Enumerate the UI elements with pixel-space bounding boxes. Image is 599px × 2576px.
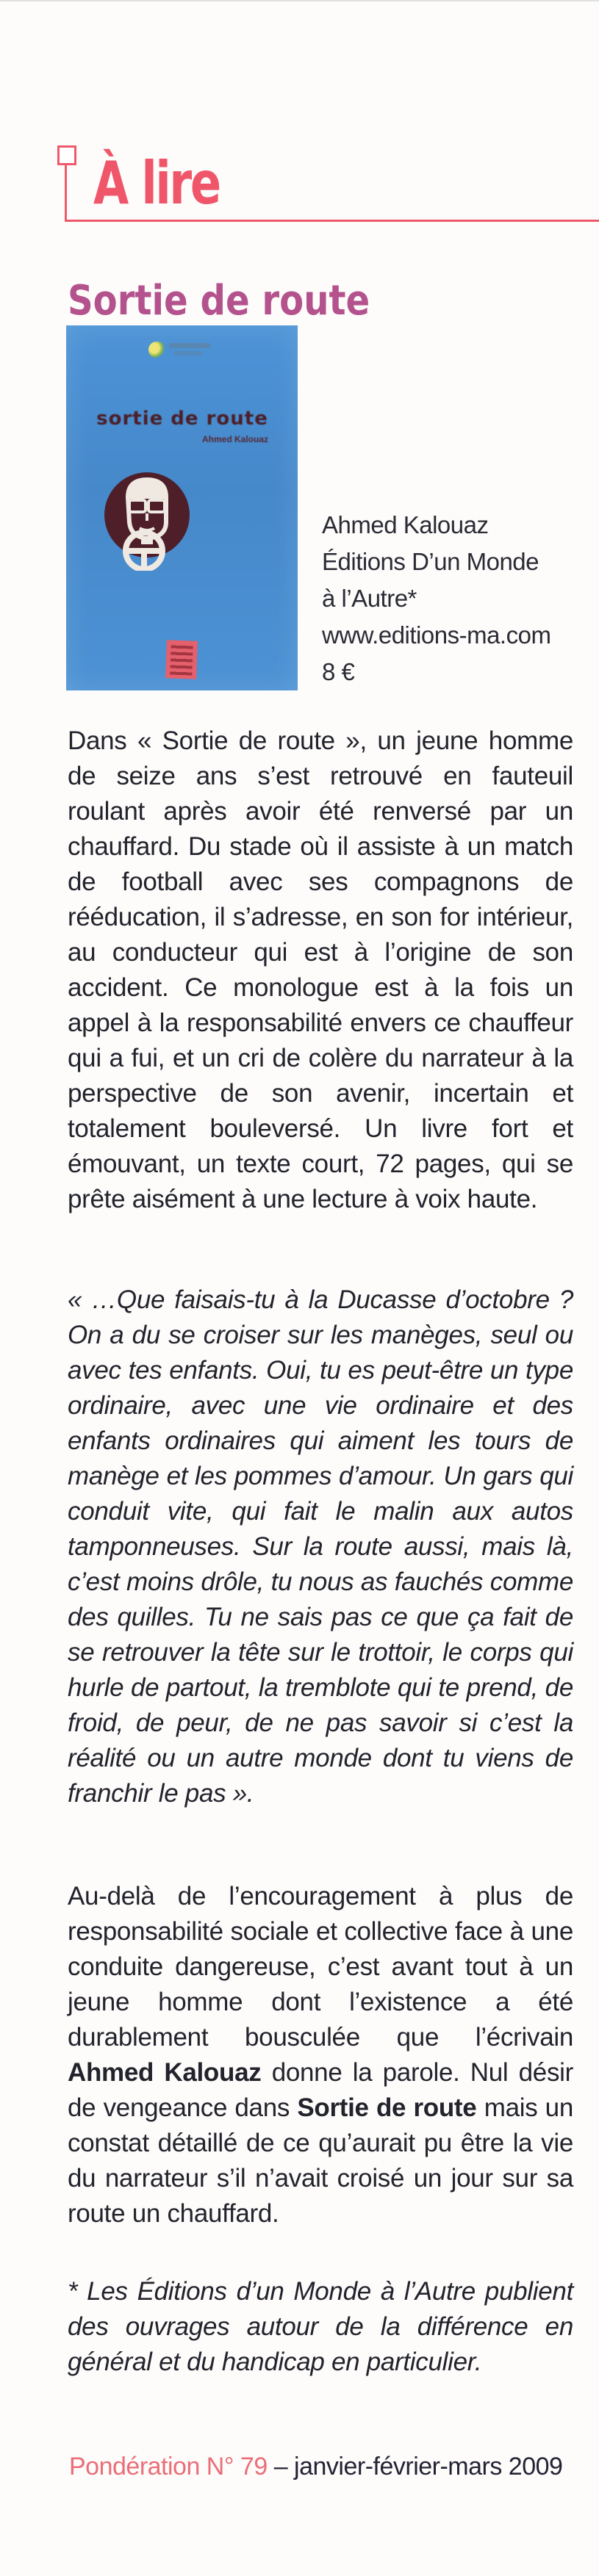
book-cover (66, 325, 298, 690)
article-excerpt-quote: « …Que faisais-tu à la Ducasse d’octobre ? On a du se croiser sur les manèges, seul ou avec tes enfants. Oui, tu es peut-être un type ordinaire, avec une vie ordinaire et des enfants ordinaires qui aiment les tours de manège et les pommes d’amour. Un gars qui conduit vite, qui fait le malin aux autos tamponneuses. Sur la route aussi, mais là, c’est moins drôle, tu nous as fauchés comme des quilles. Tu ne sais pas ce que ça fait de se retrouver la tête sur le trottoir, le corps qui hurle de partout, la tremblote qui te prend, de froid, de peur, de ne pas savoir si c’est la réalité ou un autre monde dont tu viens de franchir le pas ». (68, 1285, 573, 1808)
section-rule-horizontal (65, 220, 599, 222)
book-author: Ahmed Kalouaz (322, 511, 489, 538)
article-title: Sortie de route (68, 277, 370, 325)
imprint-logo-text-blur2 (173, 351, 203, 356)
publisher-stamp (165, 640, 198, 679)
footer-issue-date: – janvier-février-mars 2009 (273, 2453, 563, 2481)
imprint-logo-icon (148, 342, 165, 358)
closing-author-name: Ahmed Kalouaz (68, 2058, 262, 2087)
book-publisher-line1: Éditions D’un Monde (322, 548, 539, 575)
section-title: À lire (93, 148, 220, 217)
publisher-footnote: * Les Éditions d’un Monde à l’Autre publient des ouvrages autour de la différence en général et du handicap en particulier. (68, 2277, 573, 2376)
book-publisher-line2: à l’Autre* (322, 585, 417, 612)
cover-title: sortie de route (96, 408, 268, 430)
section-rule-vertical (65, 165, 67, 222)
closing-book-title: Sortie de route (297, 2093, 477, 2122)
page-top-edge (0, 0, 599, 1)
closing-text-3: mais un constat détaillé de ce qu’aurait pu être la vie du narrateur s’il n’avait croisé un jour sur sa route un chauffard. (68, 2093, 573, 2228)
footer-magazine-name: Pondération N° 79 (69, 2453, 268, 2481)
article-intro-paragraph: Dans « Sortie de route », un jeune homme de seize ans s’est retrouvé en fauteuil roulant après avoir été renversé par un chauffard. Du stade où il assiste à un match de football avec ses compagnons de rééducation, il s’adresse, en son for intérieur, au conducteur qui est à l’origine de son accident. Ce monologue est à la fois un appel à la responsabilité envers ce chauffeur qui a fui, et un cri de colère du narrateur à la perspective de son avenir, incertain et totalement bouleversé. Un livre fort et émouvant, un texte court, 72 pages, qui se prête aisément à une lecture à voix haute. (68, 726, 573, 1213)
book-price: 8 € (322, 658, 355, 685)
page-footer (69, 2450, 584, 2483)
imprint-logo-text-blur (169, 343, 210, 348)
closing-text-2: donne la parole. Nul désir de vengeance dans (68, 2058, 573, 2122)
book-website: www.editions-ma.com (322, 621, 551, 649)
cover-face-illustration (101, 469, 193, 571)
cover-imprint-logo (148, 340, 212, 361)
cover-author: Ahmed Kalouaz (201, 434, 268, 444)
book-details (322, 507, 587, 690)
closing-text-1: Au-delà de l’encouragement à plus de responsabilité sociale et collective face à une conduite dangereuse, c’est avant tout à un jeune homme dont l’existence a été durablement bousculée que l’écrivain (68, 1882, 573, 2052)
section-marker-square (57, 145, 76, 165)
article-closing-paragraph (68, 1879, 573, 2232)
